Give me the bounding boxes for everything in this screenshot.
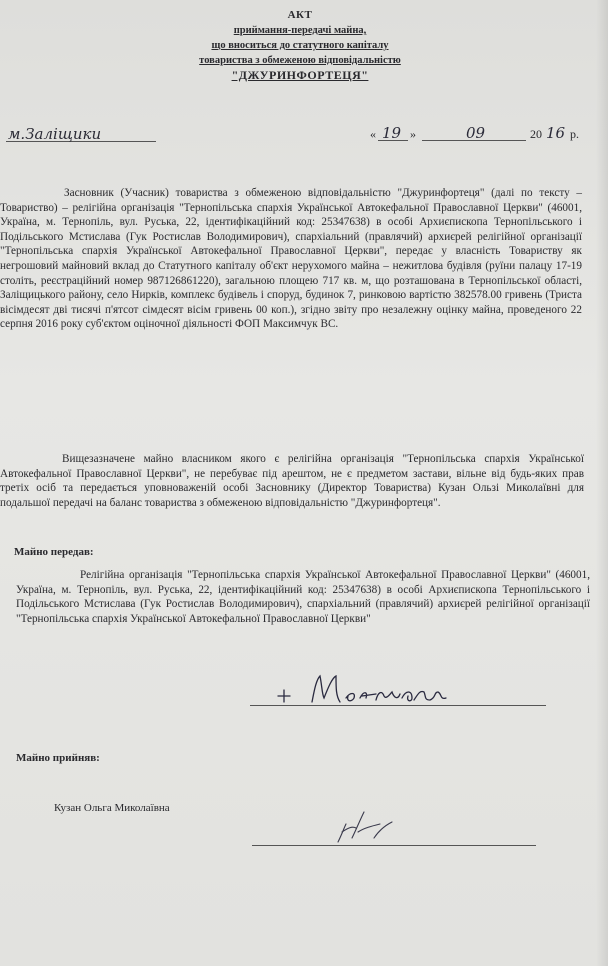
recipient-signature: [252, 802, 536, 846]
title-line-2: приймання-передачі майна,: [233, 25, 367, 36]
date-suffix: р.: [570, 127, 579, 141]
date-field: [370, 120, 592, 146]
date-open-quote: «: [370, 127, 376, 141]
document-title: [100, 8, 500, 83]
transferor-signature-field: [250, 686, 546, 706]
title-act: АКТ: [287, 9, 313, 21]
date-year: 16: [546, 124, 566, 142]
place-handwritten: м.Заліщики: [8, 125, 102, 143]
date-month: 09: [466, 124, 486, 142]
received-label: Майно прийняв:: [16, 752, 100, 764]
transferor-signature: [250, 668, 546, 708]
date-day: 19: [382, 124, 402, 142]
page-edge-shadow: [596, 0, 608, 966]
recipient-name: Кузан Ольга Миколаївна: [54, 802, 170, 814]
condition-paragraph: Вищезазначене майно власником якого є релігійна організація "Тернопільська спархія Української Автокефальної Православної Церкви", не перебуває під арештом, не є предметом застави, вільне від будь-яких прав третіх осіб та передається уповноваженій особі Засновнику (Директор Товариства) Кузан Ользі Миколаївні для подальшої передачі на баланс товариства з обмеженою відповідальністю "Джуринфортеця".: [0, 453, 584, 509]
transferred-label: Майно передав:: [14, 546, 94, 558]
recipient-signature-field: [252, 816, 536, 846]
date-year-prefix: 20: [530, 127, 542, 141]
title-line-3: що вноситься до статутного капіталу: [211, 40, 389, 51]
transferor-details: Релігійна організація "Тернопільська спархія Української Автокефальної Православної Церкви" (46001, Україна, м. Тернопіль, вул. Руська, 22, ідентифікаційний код: 25347638) в особі Архиєпископа Тернопільського і Подільського Мстислава (Гук Ростислав Володимирович), спархіальний (правлячий) архиєрей релігійної організації "Тернопільська спархія Української Автокефальної Православної Церкви": [16, 569, 590, 625]
title-line-4: товариства з обмеженою відповідальністю: [199, 55, 401, 66]
title-company-name: "ДЖУРИНФОРТЕЦЯ": [231, 68, 369, 82]
place-field: [6, 124, 156, 146]
main-paragraph: Засновник (Учасник) товариства з обмеженою відповідальністю "Джуринфортеця" (далі по тексту – Товариство) – релігійна організація "Тернопільська спархія Української Автокефальної Православної Церкви" (46001, Україна, м. Тернопіль, вул. Руська, 22, ідентифікаційний код: 25347638) в особі Архиєпископа Тернопільського і Подільського Мстислава (Гук Ростислав Володимирович), спархіальний (правлячий) архиєрей релігійної організації "Тернопільська спархія Української Автокефальної Православної Церкви", передає у власність Товариству як негрошовий майновий вклад до Статутного капіталу об'єкт нерухомого майна – нежитлова будівля (руїни палацу 17-19 століть, реєстраційний номер 987126861220), загальною площею 717 кв. м, що розташована в Тернопільської області, Заліщицького району, село Нирків, комплекс будівель і споруд, будинок 7, ринковою вартістю 382578.00 гривень (Триста вісімдесят дві тисячі п'ятсот сімдесят вісім гривень 00 коп.), згідно звіту про незалежну оцінку майна, проведеного 22 серпня 2016 року суб'єктом оціночної діяльності ФОП Максимчук ВС.: [0, 187, 582, 331]
date-close-quote: »: [410, 127, 416, 141]
